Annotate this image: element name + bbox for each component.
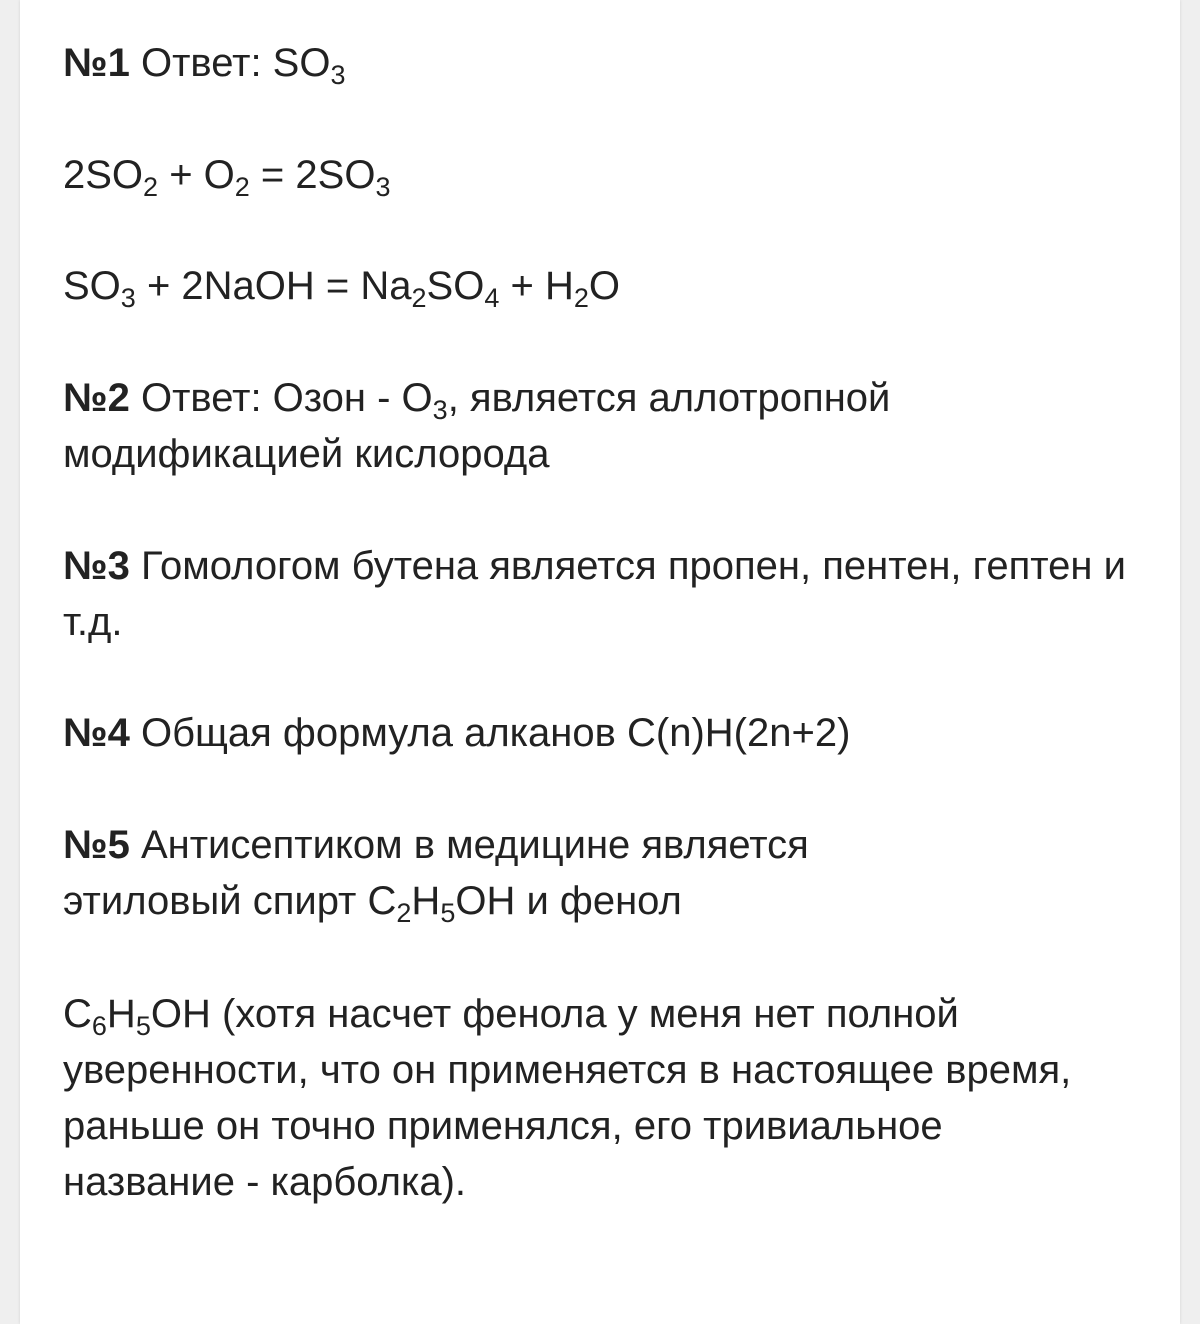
answer-1-line-1: №1 Ответ: $SO_3$ xyxy=(63,41,346,90)
answer-2: №2 Ответ: Озон - $O_3$, является аллотропной модификацией кислорода xyxy=(63,376,891,476)
answer-1-equation-1: $2SO_2 + O_2 = 2SO_3$ xyxy=(63,153,391,202)
phenol-note: $C_6H_5OH$ (хотя насчет фенола у меня нет полной уверенности, что он применяется в настоящее время, раньше он точно применялся, его тривиальное название - карболка). xyxy=(63,992,1072,1204)
answer-4: №4 Общая формула алканов C(n)H(2n+2) xyxy=(63,711,851,755)
answer-5: №5 Антисептиком в медицине является этиловый спирт $C_2H_5OH$ и фенол xyxy=(63,823,809,928)
answer-5-number: №5 xyxy=(63,823,130,867)
answer-1-equation-2: $SO_3$ + 2NaOH = $Na_2SO_4 + H_2O$ xyxy=(63,264,621,313)
answer-2-number: №2 xyxy=(63,376,130,420)
answer-card xyxy=(20,0,1180,1324)
answer-3-number: №3 xyxy=(63,544,130,588)
answer-3: №3 Гомологом бутена является пропен, пентен, гептен и т.д. xyxy=(63,544,1126,644)
answer-4-number: №4 xyxy=(63,711,130,755)
answer-1-number: №1 xyxy=(63,41,130,85)
